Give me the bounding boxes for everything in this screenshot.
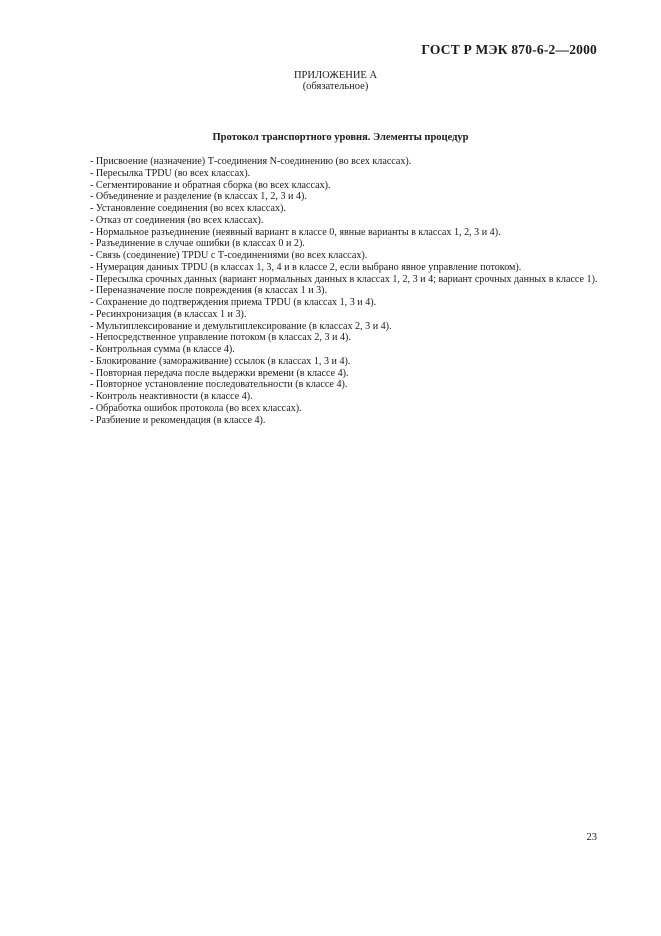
list-item: - Нормальное разъединение (неявный вариант в классе 0, явные варианты в классах 1, 2, 3 и 4).: [62, 227, 602, 239]
list-item: - Пересылка срочных данных (вариант нормальных данных в классах 1, 2, 3 и 4; вариант срочных данных в классе 1).: [62, 274, 602, 286]
list-item: - Блокирование (замораживание) ссылок (в классах 1, 3 и 4).: [62, 356, 602, 368]
list-item: - Ресинхронизация (в классах 1 и 3).: [62, 309, 602, 321]
list-item: - Сохранение до подтверждения приема TPDU (в классах 1, 3 и 4).: [62, 297, 602, 309]
document-standard-header: ГОСТ Р МЭК 870-6-2—2000: [421, 42, 597, 57]
section-title: Протокол транспортного уровня. Элементы процедур: [212, 132, 469, 143]
list-item: - Сегментирование и обратная сборка (во всех классах).: [62, 180, 602, 192]
appendix-status: (обязательное): [302, 81, 369, 92]
list-item: - Мультиплексирование и демультиплексирование (в классах 2, 3 и 4).: [62, 321, 602, 333]
list-item: - Повторная передача после выдержки времени (в классе 4).: [62, 368, 602, 380]
list-item: - Присвоение (назначение) Т-соединения N-соединению (во всех классах).: [62, 156, 602, 168]
list-item: - Нумерация данных TPDU (в классах 1, 3, 4 и в классе 2, если выбрано явное управление потоком).: [62, 262, 602, 274]
page-number: 23: [586, 832, 597, 843]
list-item: - Разбиение и рекомендация (в классе 4).: [62, 415, 602, 427]
list-item: - Повторное установление последовательности (в классе 4).: [62, 379, 602, 391]
list-item: - Установление соединения (во всех классах).: [62, 203, 602, 215]
list-item: - Переназначение после повреждения (в классах 1 и 3).: [62, 285, 602, 297]
appendix-label: ПРИЛОЖЕНИЕ А: [293, 70, 378, 81]
list-item: - Обработка ошибок протокола (во всех классах).: [62, 403, 602, 415]
list-item: - Связь (соединение) TPDU с Т-соединениями (во всех классах).: [62, 250, 602, 262]
list-item: - Контрольная сумма (в классе 4).: [62, 344, 602, 356]
list-item: - Пересылка TPDU (во всех классах).: [62, 168, 602, 180]
list-item: - Контроль неактивности (в классе 4).: [62, 391, 602, 403]
list-item: - Разъединение в случае ошибки (в классах 0 и 2).: [62, 238, 602, 250]
list-item: - Отказ от соединения (во всех классах).: [62, 215, 602, 227]
list-item: - Непосредственное управление потоком (в классах 2, 3 и 4).: [62, 332, 602, 344]
procedure-elements-list: [62, 156, 602, 426]
appendix-heading: [0, 70, 661, 92]
list-item: - Объединение и разделение (в классах 1, 2, 3 и 4).: [62, 191, 602, 203]
